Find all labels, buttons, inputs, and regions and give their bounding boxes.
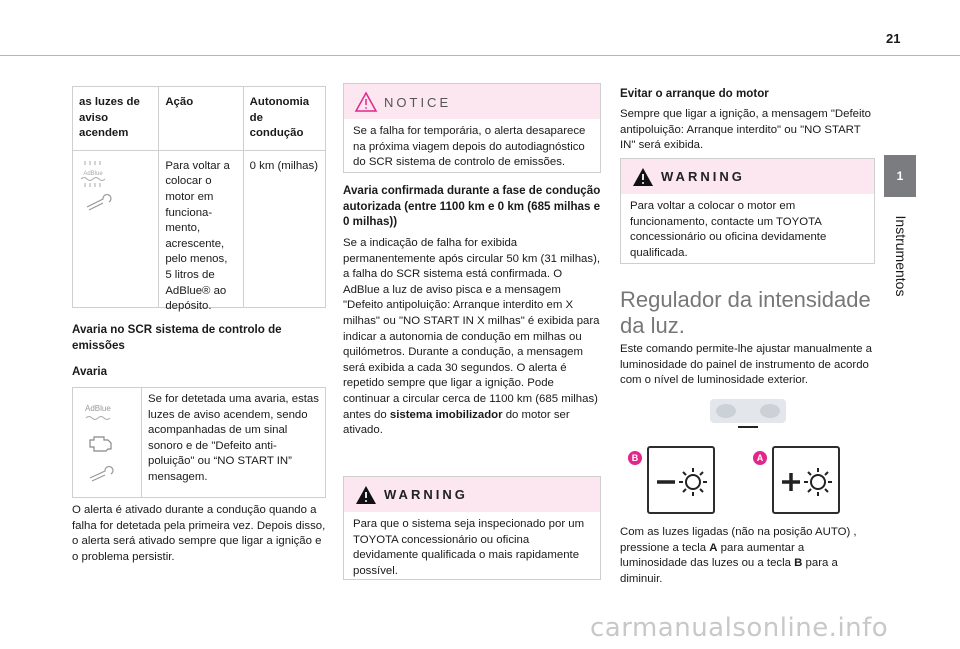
confirmed-paragraph <box>343 236 601 439</box>
notice-box <box>343 83 601 173</box>
dimmer-paragraph: Este comando permite-lhe ajustar manualmente a luminosidade do painel de instrumento de acordo com o nível de luminosidade exterior. <box>620 343 872 387</box>
badge-b: B <box>628 451 642 465</box>
section-title-confirmed: Avaria confirmada durante a fase de condução autorizada (entre 1100 km e 0 km (685 milhas e 0 milhas)) <box>343 184 601 229</box>
icon-cell <box>73 388 142 497</box>
plus-sun-icon <box>774 448 838 512</box>
instrument-cluster-icon <box>698 397 798 433</box>
adblue-icon-text: AdBlue <box>83 170 103 177</box>
warning-header <box>621 159 874 194</box>
engine-icon <box>87 434 117 454</box>
scr-fault-text: Se for detetada uma avaria, estas luzes de aviso acendem, sendo acompanhadas de um sinal sonoro e de "Defeito anti-poluição" ou “NO START IN” mensagem. <box>148 393 319 483</box>
warning-box-middle <box>343 476 601 580</box>
dimmer-title: Regulador da intensidade da luz. <box>620 287 871 338</box>
warning-header <box>344 477 600 512</box>
warning-light-table <box>72 86 326 313</box>
prevent-paragraph: Sempre que ligar a ignição, a mensagem "Defeito antipoluição: Arranque interdito" ou "NO START IN" será exibida. <box>620 108 871 152</box>
warning-label: WARNING <box>661 169 745 184</box>
caution-triangle-icon <box>354 91 378 113</box>
confirmed-text: Se a indicação de falha for exibida permanentemente após circular 50 km (31 milhas), a falha do SCR sistema está confirmada. O AdBlue a luz de aviso pisca e a mensagem "Defeito antipoluição: Arranque interdito em X milhas" ou "NO START IN X milhas" é exibida para indicar a autonomia de condução em milhas ou quilómetros. Durante a condução, a mensagem será exibida a cada 30 segundos. O alerta é repetido sempre que ligar a ignição. Pode continuar a circular cerca de 1100 km (685 milhas) antes do <box>343 237 601 421</box>
sub-title-avaria: Avaria <box>72 365 108 378</box>
warning-triangle-icon <box>631 166 655 188</box>
range-text: 0 km (milhas) <box>249 159 318 172</box>
adblue-wave-icon <box>85 414 115 422</box>
section-title-prevent: Evitar o arranque do motor <box>620 87 769 100</box>
warning-triangle-icon <box>354 484 378 506</box>
watermark: carmanualsonline.info <box>590 613 889 643</box>
table-header-row <box>73 87 325 151</box>
alert-paragraph: O alerta é ativado durante a condução quando a falha for detetada pela primeira vez. Depois disso, o alerta será ativado sempre que ligar a ignição e o problema persistir. <box>72 504 326 563</box>
section-title-scr: Avaria no SCR sistema de controlo de emissões <box>72 323 282 352</box>
key-b-label: B <box>794 557 803 570</box>
header-range: Autonomia de condução <box>249 96 310 140</box>
page-number: 21 <box>886 31 901 46</box>
chapter-label: Instrumentos <box>893 215 909 297</box>
instr-text-2: para aumentar a luminosidade das luzes ou a tecla <box>620 541 805 570</box>
warning-text: Para que o sistema seja inspecionado por um TOYOTA concessionário ou oficina devidamente qualificada o mais rapidamente possível. <box>353 518 585 577</box>
key-a-label: A <box>709 541 718 554</box>
warning-text: Para voltar a colocar o motor em funcionamento, contacte um TOYOTA concessionário ou oficina devidamente qualificada. <box>630 200 827 259</box>
warning-box-right <box>620 158 875 264</box>
icon-cell <box>73 151 159 307</box>
instr-text-3: para a diminuir. <box>620 557 838 585</box>
chapter-tab[interactable] <box>884 155 916 197</box>
notice-text: Se a falha for temporária, o alerta desaparece na próxima viagem depois do autodiagnóstico do SCR sistema de controlo de emissões. <box>353 125 586 169</box>
adblue-warning-icon <box>75 159 115 189</box>
header-action: Ação <box>159 87 243 150</box>
badge-a: A <box>753 451 767 465</box>
notice-label: NOTICE <box>384 95 452 110</box>
table-row <box>73 151 325 313</box>
minus-sun-icon <box>649 448 713 512</box>
scr-fault-table <box>72 387 326 498</box>
wrench-icon <box>87 466 117 482</box>
notice-header <box>344 84 600 119</box>
immobilizer-bold: sistema imobilizador <box>389 408 503 421</box>
warning-label: WARNING <box>384 487 468 502</box>
confirmed-text-end: do motor ser ativado. <box>343 408 570 437</box>
adblue-icon: AdBlue <box>85 404 111 413</box>
instr-text-1: Com as luzes ligadas (não na posição AUTO) , pressione a tecla <box>620 526 857 554</box>
action-text: Para voltar a colocar o motor em funciona-mento, acrescente, pelo menos, 5 litros de AdBlue® ao depósito. <box>159 151 243 307</box>
header-lights: as luzes de aviso acendem <box>73 87 159 150</box>
dimmer-instructions <box>620 525 865 587</box>
increase-brightness-button[interactable] <box>772 446 840 514</box>
chapter-number: 1 <box>896 169 904 183</box>
decrease-brightness-button[interactable] <box>647 446 715 514</box>
header-rule <box>0 55 960 56</box>
wrench-icon <box>83 193 123 213</box>
